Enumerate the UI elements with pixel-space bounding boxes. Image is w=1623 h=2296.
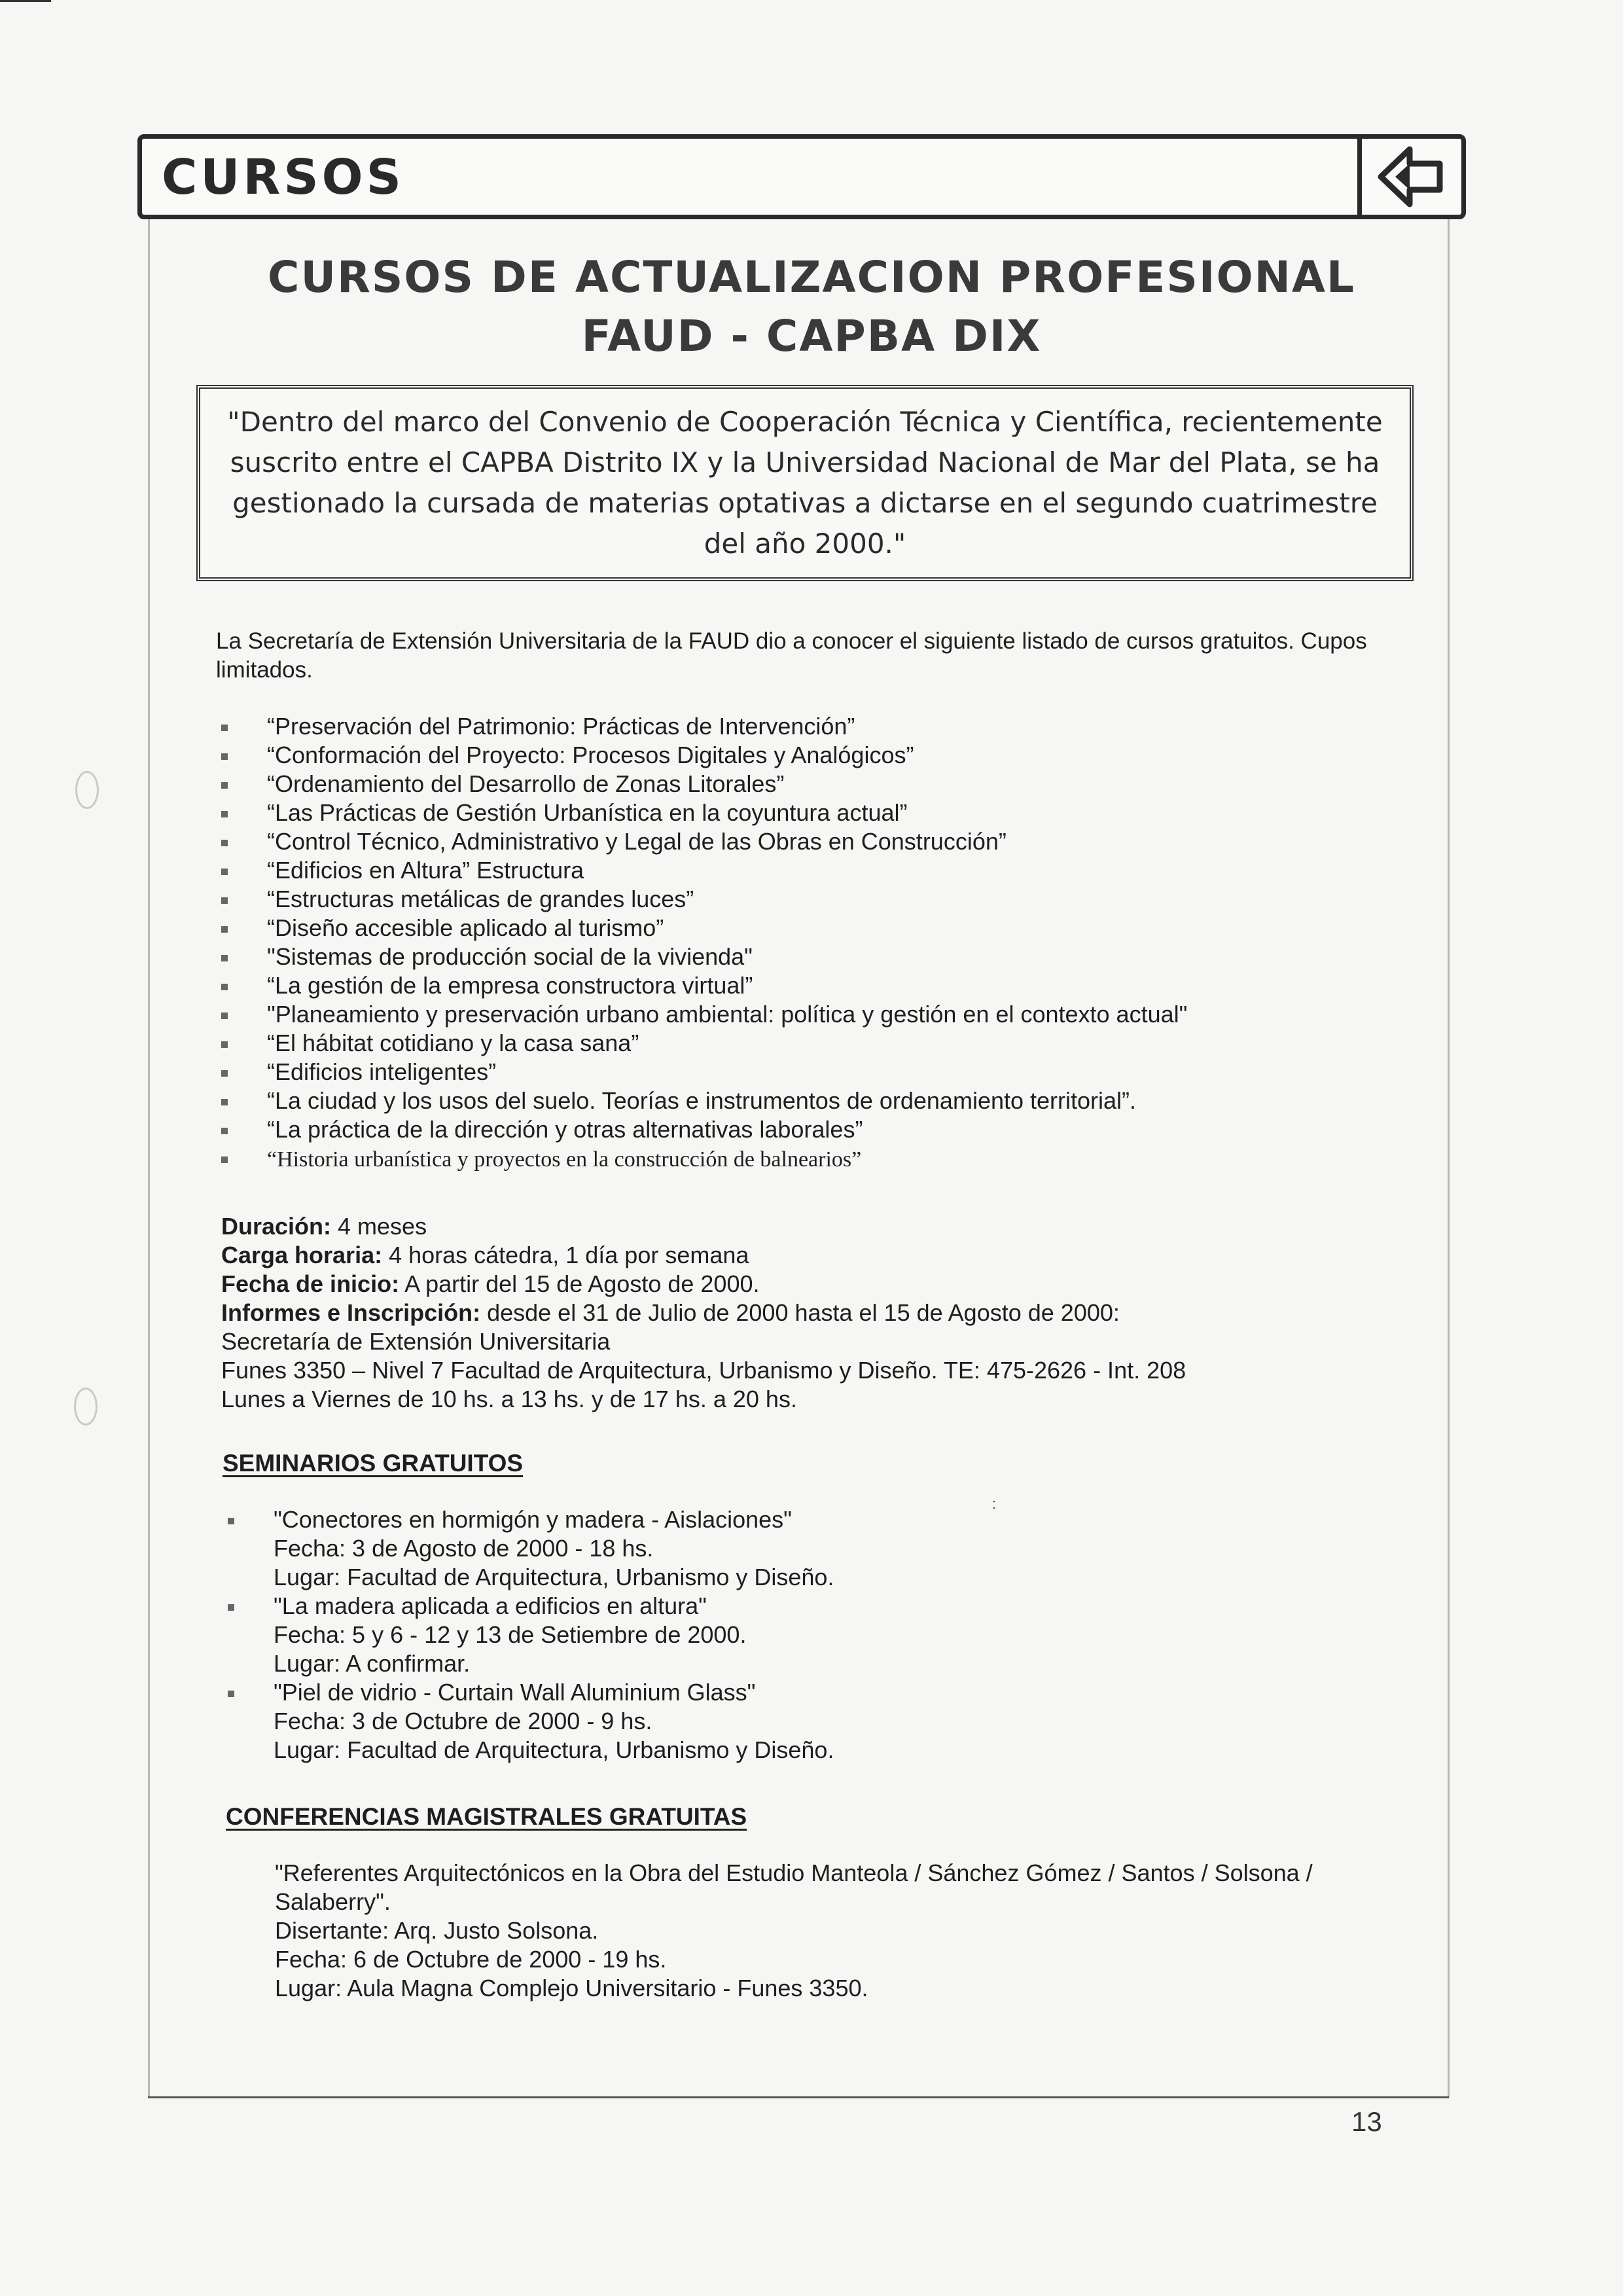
conference-date: Fecha: 6 de Octubre de 2000 - 19 hs. — [275, 1946, 667, 1973]
list-item: “La gestión de la empresa constructora virtual” — [216, 971, 1187, 1000]
bullet-icon — [221, 926, 228, 933]
list-item — [223, 1592, 1400, 1678]
bullet-icon — [228, 1691, 234, 1697]
list-item: “Preservación del Patrimonio: Prácticas de Intervención” — [216, 712, 1187, 741]
list-item: "Planeamiento y preservación urbano ambiental: política y gestión en el contexto actual" — [216, 1000, 1187, 1029]
seminar-date: Fecha: 3 de Octubre de 2000 - 9 hs. — [274, 1708, 652, 1734]
bullet-icon — [221, 1013, 228, 1019]
seminar-place: Lugar: Facultad de Arquitectura, Urbanismo y Diseño. — [274, 1736, 834, 1763]
bullet-icon — [221, 869, 228, 875]
section-title: CURSOS — [162, 149, 404, 206]
address-line: Funes 3350 – Nivel 7 Facultad de Arquitectura, Urbanismo y Diseño. TE: 475-2626 - Int. 208 — [221, 1357, 1186, 1384]
back-arrow-icon — [1376, 144, 1448, 209]
bullet-icon — [221, 753, 228, 760]
page-frame — [148, 2096, 1449, 2098]
conferences-heading: CONFERENCIAS MAGISTRALES GRATUITAS — [226, 1803, 747, 1830]
bullet-icon — [228, 1604, 234, 1611]
list-item: “Ordenamiento del Desarrollo de Zonas Litorales” — [216, 770, 1187, 798]
section-header — [137, 134, 1466, 219]
seminars-heading: SEMINARIOS GRATUITOS — [223, 1450, 524, 1477]
bullet-icon — [221, 840, 228, 846]
list-item: “Conformación del Proyecto: Procesos Digitales y Analógicos” — [216, 741, 1187, 770]
intro-paragraph: La Secretaría de Extensión Universitaria de la FAUD dio a conocer el siguiente listado de cursos gratuitos. Cupos limitados. — [216, 628, 1367, 683]
page-title-line-1: CURSOS DE ACTUALIZACION PROFESIONAL — [268, 252, 1355, 302]
bullet-icon — [221, 1041, 228, 1048]
seminar-title: "Conectores en hormigón y madera - Aislaciones" — [274, 1506, 792, 1533]
list-item: “Edificios en Altura” Estructura — [216, 856, 1187, 885]
bullet-icon — [221, 955, 228, 961]
list-item — [223, 1505, 1400, 1592]
bullet-icon — [221, 1157, 228, 1163]
stray-mark: : — [992, 1496, 997, 1512]
page-frame — [148, 219, 150, 2098]
duration-line: Duración: 4 meses — [221, 1213, 427, 1240]
conference-place: Lugar: Aula Magna Complejo Universitario - Funes 3350. — [275, 1975, 868, 2001]
start-date-line: Fecha de inicio: A partir del 15 de Agosto de 2000. — [221, 1270, 760, 1297]
scan-edge-line — [0, 0, 51, 2]
list-item: “El hábitat cotidiano y la casa sana” — [216, 1029, 1187, 1058]
punch-hole — [75, 771, 99, 809]
hours-line: Lunes a Viernes de 10 hs. a 13 hs. y de 17 hs. a 20 hs. — [221, 1386, 797, 1412]
list-item — [223, 1678, 1400, 1765]
list-item: “Edificios inteligentes” — [216, 1058, 1187, 1086]
list-item: “Diseño accesible aplicado al turismo” — [216, 914, 1187, 942]
bullet-icon — [221, 811, 228, 817]
list-item: "Sistemas de producción social de la vivienda" — [216, 942, 1187, 971]
seminar-place: Lugar: A confirmar. — [274, 1650, 471, 1677]
list-item: “La práctica de la dirección y otras alternativas laborales” — [216, 1115, 1187, 1144]
seminar-title: "La madera aplicada a edificios en altura" — [274, 1592, 707, 1619]
conference-title: "Referentes Arquitectónicos en la Obra del Estudio Manteola / Sánchez Gómez / Santos / Solsona / Salaberry". — [275, 1859, 1313, 1915]
quote-text: "Dentro del marco del Convenio de Cooperación Técnica y Científica, recientemente suscrito entre el CAPBA Distrito IX y la Universidad Nacional de Mar del Plata, se ha gestionado la cursada de materias optativas a dictarse en el segundo cuatrimestre del año 2000." — [227, 406, 1383, 560]
course-list — [216, 712, 1187, 1173]
list-item: “Historia urbanística y proyectos en la construcción de balnearios” — [216, 1144, 1187, 1173]
list-item: “Estructuras metálicas de grandes luces” — [216, 885, 1187, 914]
bullet-icon — [221, 1128, 228, 1134]
page-frame — [1448, 219, 1450, 2098]
seminar-title: "Piel de vidrio - Curtain Wall Aluminium Glass" — [274, 1679, 756, 1706]
punch-hole — [74, 1388, 98, 1426]
seminars-list — [223, 1505, 1400, 1765]
quote-box — [196, 385, 1414, 581]
list-item: “Las Prácticas de Gestión Urbanística en la coyuntura actual” — [216, 798, 1187, 827]
bullet-icon — [228, 1518, 234, 1524]
workload-line: Carga horaria: 4 horas cátedra, 1 día por semana — [221, 1242, 749, 1268]
page-title-line-2: FAUD - CAPBA DIX — [581, 311, 1042, 361]
bullet-icon — [221, 984, 228, 990]
course-info — [221, 1212, 1412, 1414]
page-number: 13 — [1351, 2106, 1382, 2137]
office-line: Secretaría de Extensión Universitaria — [221, 1328, 611, 1355]
back-button[interactable] — [1357, 139, 1461, 215]
seminar-date: Fecha: 3 de Agosto de 2000 - 18 hs. — [274, 1535, 654, 1562]
seminar-date: Fecha: 5 y 6 - 12 y 13 de Setiembre de 2000. — [274, 1621, 747, 1648]
list-item: “La ciudad y los usos del suelo. Teorías e instrumentos de ordenamiento territorial”. — [216, 1086, 1187, 1115]
conference-speaker: Disertante: Arq. Justo Solsona. — [275, 1917, 599, 1944]
seminar-place: Lugar: Facultad de Arquitectura, Urbanismo y Diseño. — [274, 1564, 834, 1590]
conference-block — [275, 1859, 1387, 2003]
registration-line: Informes e Inscripción: desde el 31 de Julio de 2000 hasta el 15 de Agosto de 2000: — [221, 1299, 1120, 1326]
bullet-icon — [221, 1099, 228, 1105]
bullet-icon — [221, 897, 228, 904]
bullet-icon — [221, 725, 228, 731]
bullet-icon — [221, 1070, 228, 1077]
list-item: “Control Técnico, Administrativo y Legal de las Obras en Construcción” — [216, 827, 1187, 856]
bullet-icon — [221, 782, 228, 789]
